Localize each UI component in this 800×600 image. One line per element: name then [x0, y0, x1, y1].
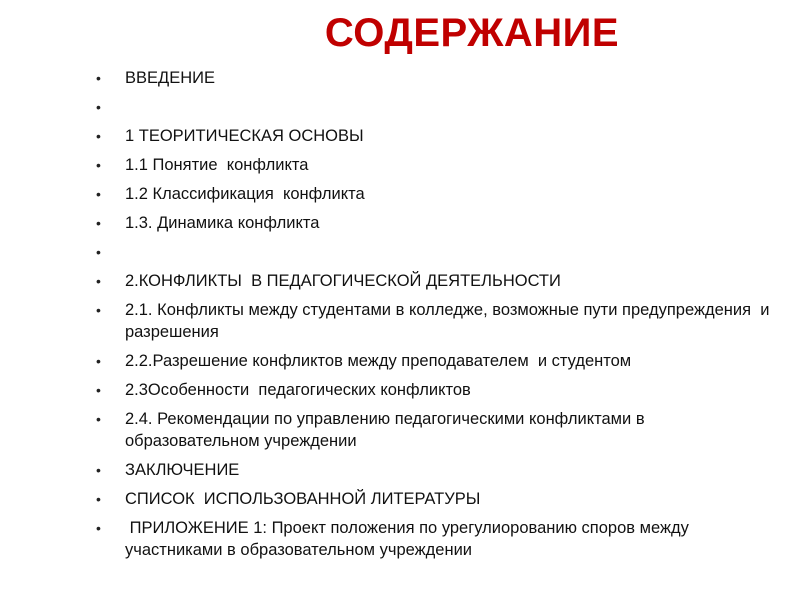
toc-item	[96, 183, 776, 205]
bullet-icon: •	[96, 70, 101, 86]
toc-item-text: 2.2.Разрешение конфликтов между преподавателем и студентом	[125, 352, 632, 370]
toc-item-text: ЗАКЛЮЧЕНИЕ	[125, 461, 240, 479]
toc-item-text: ПРИЛОЖЕНИЕ 1: Проект положения по урегулиорованию споров между участниками в образовательном учреждении	[125, 519, 694, 559]
toc-item-text: 2.4. Рекомендации по управлению педагогическими конфликтами в образовательном учреждении	[125, 410, 650, 450]
toc-item	[96, 379, 776, 401]
toc-item-text: 1.1 Понятие конфликта	[125, 156, 309, 174]
toc-item	[96, 350, 776, 372]
toc-item	[96, 299, 776, 343]
table-of-contents-list	[96, 67, 776, 568]
bullet-icon: •	[96, 128, 101, 144]
bullet-icon: •	[96, 411, 101, 427]
bullet-icon: •	[96, 353, 101, 369]
toc-item-text: 1 ТЕОРИТИЧЕСКАЯ ОСНОВЫ	[125, 127, 364, 145]
bullet-icon: •	[96, 462, 101, 478]
toc-item	[96, 459, 776, 481]
bullet-icon: •	[96, 491, 101, 507]
bullet-icon: •	[96, 186, 101, 202]
toc-item-text: 2.КОНФЛИКТЫ В ПЕДАГОГИЧЕСКОЙ ДЕЯТЕЛЬНОСТИ	[125, 272, 561, 290]
bullet-icon: •	[96, 382, 101, 398]
toc-item-text: 2.3Особенности педагогических конфликтов	[125, 381, 471, 399]
bullet-icon: •	[96, 273, 101, 289]
toc-item-text: 2.1. Конфликты между студентами в колледже, возможные пути предупреждения и разрешения	[125, 301, 775, 341]
toc-item	[96, 125, 776, 147]
toc-item	[96, 241, 776, 263]
toc-item	[96, 154, 776, 176]
toc-item	[96, 212, 776, 234]
toc-item	[96, 67, 776, 89]
bullet-icon: •	[96, 520, 101, 536]
bullet-icon: •	[96, 99, 101, 115]
toc-item-text: 1.2 Классификация конфликта	[125, 185, 365, 203]
bullet-icon: •	[96, 157, 101, 173]
toc-item-text: ВВЕДЕНИЕ	[125, 69, 215, 87]
bullet-icon: •	[96, 215, 101, 231]
slide-title: СОДЕРЖАНИЕ	[324, 11, 620, 55]
toc-item	[96, 96, 776, 118]
toc-item	[96, 517, 776, 561]
bullet-icon: •	[96, 302, 101, 318]
toc-item	[96, 270, 776, 292]
toc-item-text: 1.3. Динамика конфликта	[125, 214, 320, 232]
bullet-icon: •	[96, 244, 101, 260]
toc-item	[96, 408, 776, 452]
toc-item-text: СПИСОК ИСПОЛЬЗОВАННОЙ ЛИТЕРАТУРЫ	[125, 490, 481, 508]
toc-item	[96, 488, 776, 510]
